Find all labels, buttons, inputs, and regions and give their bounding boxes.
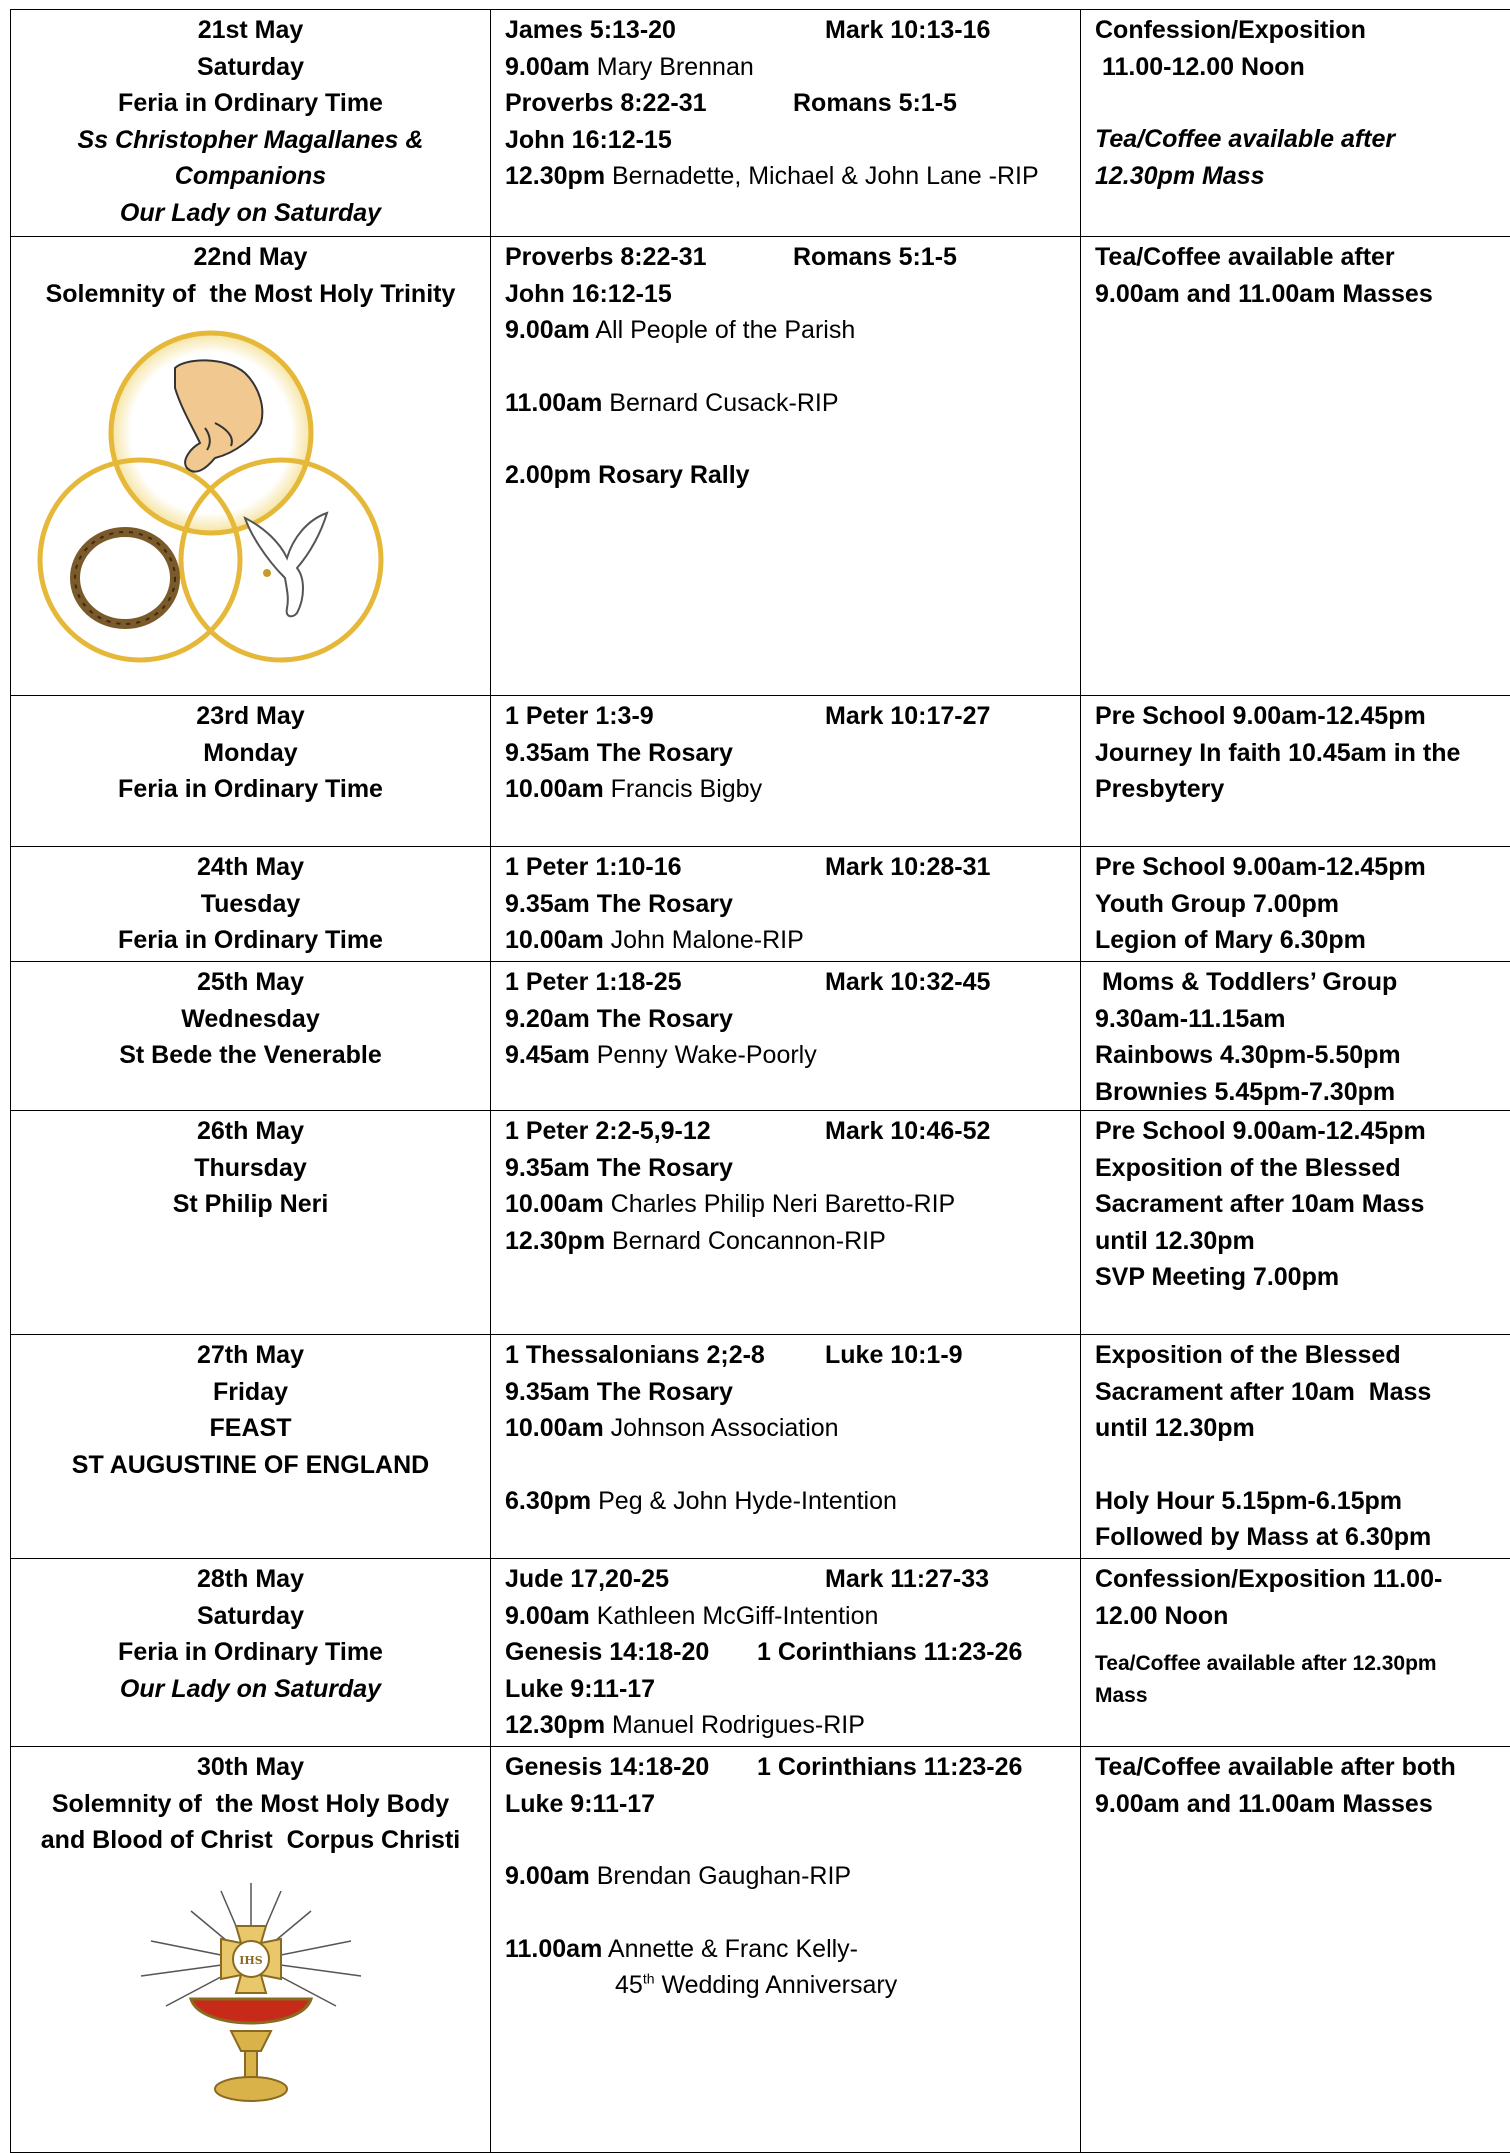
day-cell	[11, 696, 491, 847]
readings-cell	[491, 237, 1081, 696]
gospel-reading: Mark 11:27-33	[825, 1561, 989, 1598]
table-row	[11, 962, 1510, 1111]
event: Pre School 9.00am-12.45pm	[1095, 849, 1510, 886]
gospel-reading: Luke 9:11-17	[505, 1671, 1080, 1708]
readings-cell	[491, 962, 1081, 1111]
events-cell	[1081, 696, 1510, 847]
reading: Genesis 14:18-20	[505, 1749, 757, 1786]
mass-intention: 10.00am Francis Bigby	[505, 771, 1080, 808]
rosary: 9.35am The Rosary	[505, 1374, 1080, 1411]
readings-cell	[491, 847, 1081, 962]
event-note: Tea/Coffee available after both	[1095, 1749, 1510, 1786]
events-cell	[1081, 237, 1510, 696]
mass-intention: 9.00am All People of the Parish	[505, 312, 1080, 349]
day-saint: Our Lady on Saturday	[11, 1671, 490, 1708]
day-saint: Our Lady on Saturday	[11, 195, 490, 232]
day-cell	[11, 1111, 491, 1335]
event-note: 9.00am and 11.00am Masses	[1095, 276, 1510, 313]
mass-intention: 11.00am Annette & Franc Kelly-	[505, 1931, 1080, 1968]
table-row	[11, 1111, 1510, 1335]
event: Followed by Mass at 6.30pm	[1095, 1519, 1510, 1556]
event: Presbytery	[1095, 771, 1510, 808]
table-row	[11, 10, 1510, 237]
day-saint: Companions	[11, 158, 490, 195]
reading: 1 Corinthians 11:23-26	[757, 1749, 1022, 1786]
gospel-reading: Luke 10:1-9	[825, 1337, 963, 1374]
day-date: 26th May	[11, 1113, 490, 1150]
mass-intention: 9.00am Brendan Gaughan-RIP	[505, 1858, 1080, 1895]
day-cell	[11, 10, 491, 237]
day-date: 24th May	[11, 849, 490, 886]
day-feast: Feria in Ordinary Time	[11, 1634, 490, 1671]
reading: 1 Peter 1:10-16	[505, 849, 825, 886]
event: SVP Meeting 7.00pm	[1095, 1259, 1510, 1296]
day-cell	[11, 1335, 491, 1559]
mass-intention: 10.00am Johnson Association	[505, 1410, 1080, 1447]
events-cell	[1081, 1111, 1510, 1335]
gospel-reading: Mark 10:32-45	[825, 964, 990, 1001]
rosary: 9.20am The Rosary	[505, 1001, 1080, 1038]
day-weekday: Friday	[11, 1374, 490, 1411]
event: 9.30am-11.15am	[1095, 1001, 1510, 1038]
event: Confession/Exposition 11.00-	[1095, 1561, 1510, 1598]
day-weekday: Tuesday	[11, 886, 490, 923]
mass-intention: 9.45am Penny Wake-Poorly	[505, 1037, 1080, 1074]
event-note: 9.00am and 11.00am Masses	[1095, 1786, 1510, 1823]
mass-intention: 11.00am Bernard Cusack-RIP	[505, 385, 1080, 422]
reading: 1 Peter 2:2-5,9-12	[505, 1113, 825, 1150]
day-weekday: Monday	[11, 735, 490, 772]
day-feast: and Blood of Christ Corpus Christi	[11, 1822, 490, 1859]
day-date: 27th May	[11, 1337, 490, 1374]
mass-intention: 10.00am Charles Philip Neri Baretto-RIP	[505, 1186, 1080, 1223]
reading: 1 Thessalonians 2;2-8	[505, 1337, 825, 1374]
event: 11.00-12.00 Noon	[1095, 49, 1510, 86]
events-cell	[1081, 962, 1510, 1111]
day-date: 22nd May	[11, 239, 490, 276]
gospel-reading: Mark 10:17-27	[825, 698, 990, 735]
event: Exposition of the Blessed	[1095, 1337, 1510, 1374]
day-saint: Ss Christopher Magallanes &	[11, 122, 490, 159]
day-feast: St Philip Neri	[11, 1186, 490, 1223]
event: Sacrament after 10am Mass	[1095, 1186, 1510, 1223]
day-feast: Feria in Ordinary Time	[11, 922, 490, 959]
event: Pre School 9.00am-12.45pm	[1095, 1113, 1510, 1150]
event: Moms & Toddlers’ Group	[1095, 964, 1510, 1001]
day-feast: Solemnity of the Most Holy Body	[11, 1786, 490, 1823]
reading: 1 Corinthians 11:23-26	[757, 1634, 1022, 1671]
event: Brownies 5.45pm-7.30pm	[1095, 1074, 1510, 1111]
table-row	[11, 237, 1510, 696]
readings-cell	[491, 1747, 1081, 2153]
gospel-reading: John 16:12-15	[505, 276, 1080, 313]
event: Sacrament after 10am Mass	[1095, 1374, 1510, 1411]
reading: Romans 5:1-5	[793, 239, 957, 276]
reading: Genesis 14:18-20	[505, 1634, 757, 1671]
table-row	[11, 1335, 1510, 1559]
day-feast: Feria in Ordinary Time	[11, 85, 490, 122]
reading: James 5:13-20	[505, 12, 825, 49]
day-feast: St Bede the Venerable	[11, 1037, 490, 1074]
gospel-reading: Mark 10:13-16	[825, 12, 990, 49]
gospel-reading: Luke 9:11-17	[505, 1786, 1080, 1823]
event: until 12.30pm	[1095, 1223, 1510, 1260]
event-note: Mass	[1095, 1680, 1510, 1712]
event: 12.00 Noon	[1095, 1598, 1510, 1635]
day-date: 25th May	[11, 964, 490, 1001]
event: Confession/Exposition	[1095, 12, 1510, 49]
reading: 1 Peter 1:3-9	[505, 698, 825, 735]
day-weekday: Wednesday	[11, 1001, 490, 1038]
readings-cell	[491, 1111, 1081, 1335]
mass-intention: 12.30pm Manuel Rodrigues-RIP	[505, 1707, 1080, 1744]
mass-intention: 12.30pm Bernadette, Michael & John Lane -RIP	[505, 158, 1080, 195]
day-cell	[11, 1559, 491, 1747]
mass-intention: 12.30pm Bernard Concannon-RIP	[505, 1223, 1080, 1260]
readings-cell	[491, 10, 1081, 237]
day-feast: Feria in Ordinary Time	[11, 771, 490, 808]
events-cell	[1081, 1559, 1510, 1747]
events-cell	[1081, 10, 1510, 237]
day-weekday: Saturday	[11, 49, 490, 86]
day-cell	[11, 237, 491, 696]
day-date: 23rd May	[11, 698, 490, 735]
day-date: 21st May	[11, 12, 490, 49]
event: Holy Hour 5.15pm-6.15pm	[1095, 1483, 1510, 1520]
day-date: 30th May	[11, 1749, 490, 1786]
event-note: Tea/Coffee available after	[1095, 121, 1510, 158]
rosary: 9.35am The Rosary	[505, 1150, 1080, 1187]
day-weekday: Saturday	[11, 1598, 490, 1635]
monstrance-icon	[121, 1881, 381, 2111]
table-row	[11, 1747, 1510, 2153]
mass-intention: 9.00am Kathleen McGiff-Intention	[505, 1598, 1080, 1635]
table-row	[11, 1559, 1510, 1747]
event: Youth Group 7.00pm	[1095, 886, 1510, 923]
reading: 1 Peter 1:18-25	[505, 964, 825, 1001]
event: Legion of Mary 6.30pm	[1095, 922, 1510, 959]
mass-intention: 45th Wedding Anniversary	[505, 1967, 1080, 2004]
day-weekday: Thursday	[11, 1150, 490, 1187]
event: 2.00pm Rosary Rally	[505, 457, 1080, 494]
rosary: 9.35am The Rosary	[505, 886, 1080, 923]
day-feast: Solemnity of the Most Holy Trinity	[11, 276, 490, 313]
ihs-text: IHS	[239, 1954, 263, 1967]
events-cell	[1081, 1747, 1510, 2153]
reading: Jude 17,20-25	[505, 1561, 825, 1598]
day-saint: ST AUGUSTINE OF ENGLAND	[11, 1447, 490, 1484]
event: until 12.30pm	[1095, 1410, 1510, 1447]
events-cell	[1081, 847, 1510, 962]
mass-schedule	[10, 9, 1510, 2150]
reading: Proverbs 8:22-31	[505, 85, 793, 122]
day-date: 28th May	[11, 1561, 490, 1598]
mass-intention: 6.30pm Peg & John Hyde-Intention	[505, 1483, 1080, 1520]
event: Pre School 9.00am-12.45pm	[1095, 698, 1510, 735]
events-cell	[1081, 1335, 1510, 1559]
day-cell	[11, 962, 491, 1111]
event-note: Tea/Coffee available after	[1095, 239, 1510, 276]
gospel-reading: John 16:12-15	[505, 122, 1080, 159]
event: Rainbows 4.30pm-5.50pm	[1095, 1037, 1510, 1074]
rosary: 9.35am The Rosary	[505, 735, 1080, 772]
mass-intention: 9.00am Mary Brennan	[505, 49, 1080, 86]
event-note: 12.30pm Mass	[1095, 158, 1510, 195]
readings-cell	[491, 1335, 1081, 1559]
table-row	[11, 847, 1510, 962]
event: Exposition of the Blessed	[1095, 1150, 1510, 1187]
readings-cell	[491, 1559, 1081, 1747]
day-cell	[11, 847, 491, 962]
readings-cell	[491, 696, 1081, 847]
event-note: Tea/Coffee available after 12.30pm	[1095, 1648, 1510, 1680]
schedule-table	[10, 9, 1510, 2153]
reading: Romans 5:1-5	[793, 85, 957, 122]
gospel-reading: Mark 10:28-31	[825, 849, 990, 886]
trinity-icon	[35, 328, 395, 678]
mass-intention: 10.00am John Malone-RIP	[505, 922, 1080, 959]
table-row	[11, 696, 1510, 847]
event: Journey In faith 10.45am in the	[1095, 735, 1510, 772]
gospel-reading: Mark 10:46-52	[825, 1113, 990, 1150]
day-feast: FEAST	[11, 1410, 490, 1447]
day-cell	[11, 1747, 491, 2153]
reading: Proverbs 8:22-31	[505, 239, 793, 276]
